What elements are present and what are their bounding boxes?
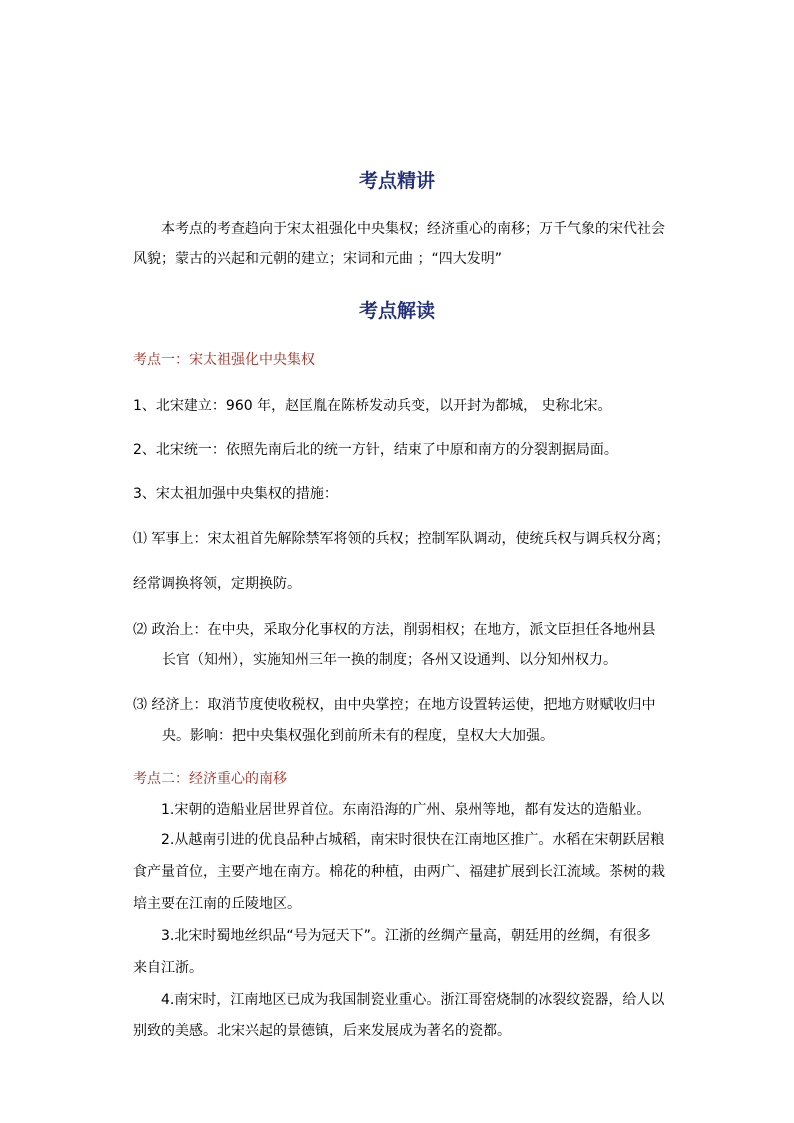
intro-line-1: 本考点的考查趋向于宋太祖强化中央集权；经济重心的南移；万千气象的宋代社会 [161,221,665,237]
point1-sub2-line-2: 长官（知州），实施知州三年一换的制度；各州又设通判、以分知州权力。 [162,652,617,668]
point2-para-2-line-2: 食产量首位，主要产地在南方。棉花的种植，由两广、福建扩展到长江流域。茶树的栽 [133,864,665,880]
point2-para-1-line-1: 1.宋朝的造船业居世界首位。东南沿海的广州、泉州等地，都有发达的造船业。 [161,802,651,818]
point2-para-4-line-1: 4.南宋时，江南地区已成为我国制瓷业重心。浙江哥窑烧制的冰裂纹瓷器，给人以 [161,992,665,1008]
intro-line-2: 风貌；蒙古的兴起和元朝的建立；宋词和元曲 ；“四大发明” [133,251,502,267]
point2-para-2-line-3: 培主要在江南的丘陵地区。 [133,896,301,912]
section-title-point-1: 考点一：宋太祖强化中央集权 [133,352,315,368]
point1-item-3: 3、宋太祖加强中央集权的措施： [133,486,338,502]
point1-sub1-line-2: 经常调换将领，定期换防。 [133,576,301,592]
heading-kaodian-jingjiang: 考点精讲 [358,170,435,192]
point1-sub2-line-1: ⑵ 政治上：在中央，采取分化事权的方法，削弱相权；在地方，派文臣担任各地州县 [133,622,656,638]
point2-para-2-line-1: 2.从越南引进的优良品种占城稻，南宋时很快在江南地区推广。水稻在宋朝跃居粮 [161,832,665,848]
point1-sub1-line-1: ⑴ 军事上：宋太祖首先解除禁军将领的兵权；控制军队调动，使统兵权与调兵权分离； [133,531,670,547]
point2-para-4-line-2: 别致的美感。北宋兴起的景德镇，后来发展成为著名的瓷都。 [133,1023,511,1039]
point2-para-3-line-2: 来自江浙。 [133,960,203,976]
point2-para-3-line-1: 3.北宋时蜀地丝织品“号为冠天下”。江浙的丝绸产量高，朝廷用的丝绸，有很多 [161,928,651,944]
point1-sub3-line-1: ⑶ 经济上：取消节度使收税权，由中央掌控；在地方设置转运使，把地方财赋收归中 [133,697,656,713]
point1-item-2: 2、北宋统一：依照先南后北的统一方针，结束了中原和南方的分裂割据局面。 [133,442,618,458]
heading-kaodian-jiedu: 考点解读 [358,300,435,322]
point1-item-1: 1、北宋建立：960 年，赵匡胤在陈桥发动兵变，以开封为都城， 史称北宋。 [133,398,612,414]
section-title-point-2: 考点二：经济重心的南移 [133,771,287,787]
point1-sub3-line-2: 央。影响：把中央集权强化到前所未有的程度，皇权大大加强。 [162,728,554,744]
